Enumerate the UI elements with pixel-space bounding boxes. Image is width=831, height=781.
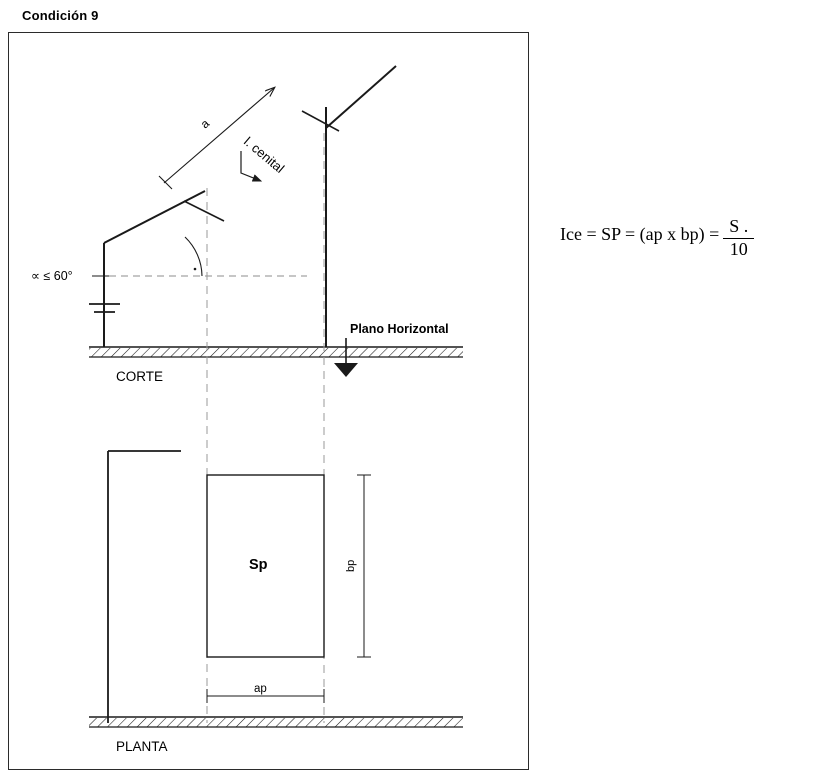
label-planta: PLANTA <box>116 739 168 754</box>
formula-expression <box>560 215 825 258</box>
plan-sp-rectangle <box>207 475 324 657</box>
dimension-bp <box>345 475 371 657</box>
section-roof-slope <box>104 191 205 243</box>
section-ground <box>89 347 463 357</box>
formula-fraction <box>723 217 754 260</box>
roof-ridge-stub <box>184 201 224 221</box>
architectural-diagram <box>9 33 528 769</box>
formula-main: Ice = SP = (ap x bp) = <box>560 224 720 245</box>
formula-numerator: S . <box>723 217 754 239</box>
plan-building-outline <box>108 451 181 723</box>
label-a: a <box>197 116 213 132</box>
plan-ground <box>89 717 463 727</box>
label-angle: ∝ ≤ 60° <box>31 269 73 283</box>
section-right-building <box>302 66 396 347</box>
label-zenith-line: l. cenital <box>241 133 288 176</box>
label-plano-horizontal: Plano Horizontal <box>350 322 449 336</box>
page-title: Condición 9 <box>22 8 99 23</box>
projection-lines <box>207 133 324 723</box>
formula-denominator: 10 <box>729 238 748 259</box>
label-bp: bp <box>345 559 357 572</box>
label-corte: CORTE <box>116 369 164 384</box>
angle-arc <box>185 237 202 276</box>
figure-container <box>8 32 529 770</box>
label-sp: Sp <box>249 557 268 573</box>
zenith-line-annotation <box>241 134 287 181</box>
label-ap: ap <box>254 683 267 695</box>
dimension-ap <box>207 683 324 703</box>
